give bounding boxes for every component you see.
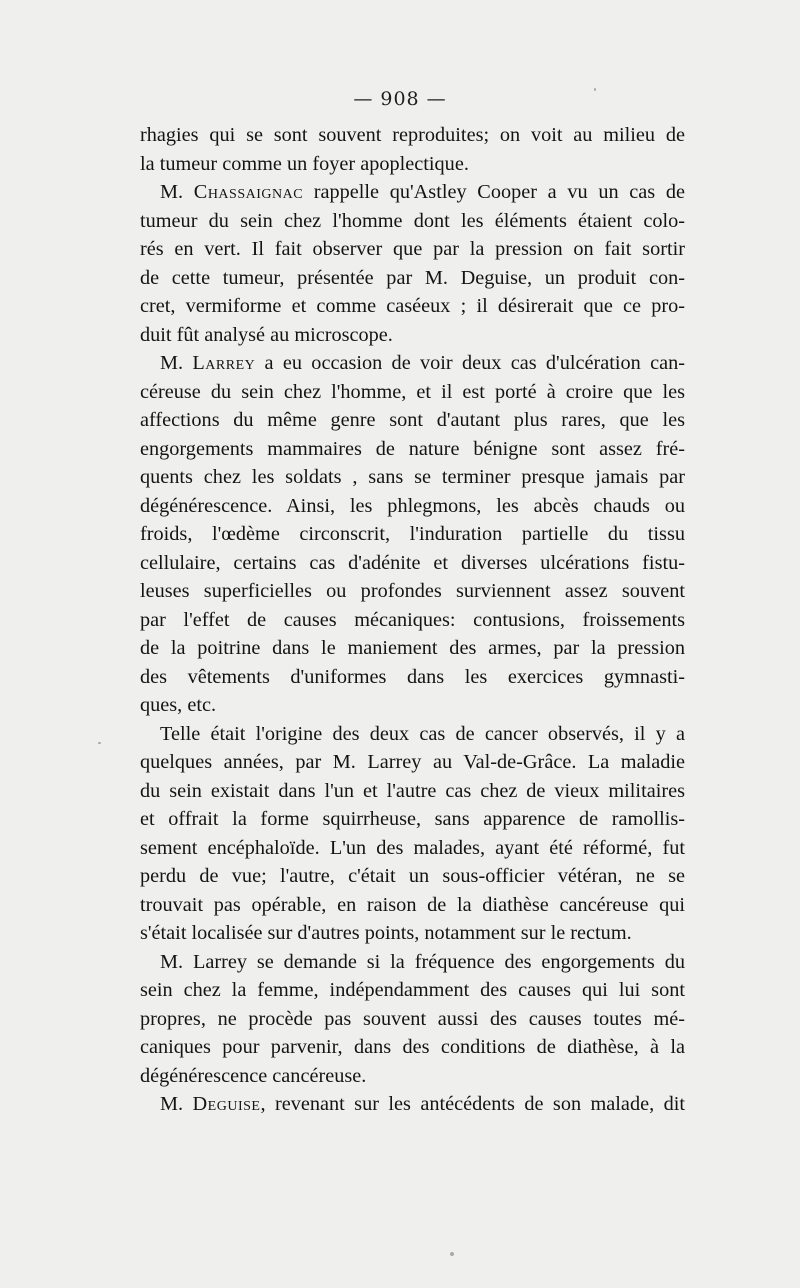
text-line: engorgements mammaires de nature bénigne sont assez fré- — [140, 437, 685, 460]
text-line: cellulaire, certains cas d'adénite et diverses ulcérations fistu- — [140, 551, 685, 574]
paper-speck — [98, 742, 101, 744]
text-line: affections du même genre sont d'autant plus rares, que les — [140, 409, 685, 431]
text-line: sein chez la femme, indépendamment des causes qui lui sont — [140, 979, 685, 1001]
page-number: — 908 — — [353, 88, 447, 110]
text-line: dégénérescence cancéreuse. — [140, 1064, 367, 1087]
text-line: rés en vert. Il fait observer que par la pression on fait sortir — [140, 238, 685, 260]
text-line: céreuse du sein chez l'homme, et il est porté à croire que les — [140, 380, 685, 403]
text-line: de la poitrine dans le maniement des armes, par la pression — [140, 637, 685, 659]
text-line: trouvait pas opérable, en raison de la diathèse cancéreuse qui — [140, 893, 685, 916]
paper-speck — [594, 88, 596, 91]
body-text — [140, 121, 685, 1119]
text-line: caniques pour parvenir, dans des conditions de diathèse, à la — [140, 1036, 685, 1058]
text-line: dégénérescence. Ainsi, les phlegmons, les abcès chauds ou — [140, 494, 685, 517]
paragraph — [140, 178, 685, 349]
speaker-name: Larrey — [192, 352, 256, 374]
paragraph — [140, 349, 685, 720]
text-line: des vêtements d'uniformes dans les exercices gymnasti- — [140, 665, 685, 688]
text-line: perdu de vue; l'autre, c'était un sous-officier vétéran, ne se — [140, 865, 685, 887]
text-line: s'était localisée sur d'autres points, notamment sur le rectum. — [140, 922, 632, 944]
paragraph — [140, 720, 685, 948]
text-line: de cette tumeur, présentée par M. Deguise, un produit con- — [140, 266, 685, 289]
text-line: leuses superficielles ou profondes surviennent assez souvent — [140, 580, 685, 602]
text-line: rhagies qui se sont souvent reproduites; on voit au milieu de — [140, 124, 685, 146]
text-line: froids, l'œdème circonscrit, l'induration partielle du tissu — [140, 523, 685, 545]
text-line: la tumeur comme un foyer apoplectique. — [140, 152, 469, 175]
text-line: M. Larrey se demande si la fréquence des engorgements du — [160, 950, 685, 973]
paragraph — [140, 121, 685, 178]
paragraph — [140, 1090, 685, 1119]
speaker-name: Deguise — [192, 1093, 261, 1115]
text-line: M. Chassaignac rappelle qu'Astley Cooper a vu un cas de — [160, 181, 685, 203]
text-line: quelques années, par M. Larrey au Val-de-Grâce. La maladie — [140, 751, 685, 773]
text-line: Telle était l'origine des deux cas de cancer observés, il y a — [160, 722, 685, 745]
text-line: cret, vermiforme et comme caséeux ; il désirerait que ce pro- — [140, 295, 685, 317]
speaker-name: Chassaignac — [193, 181, 304, 203]
text-line: quents chez les soldats , sans se terminer presque jamais par — [140, 466, 685, 488]
text-line: et offrait la forme squirrheuse, sans apparence de ramollis- — [140, 808, 685, 830]
text-line: duit fût analysé au microscope. — [140, 323, 393, 346]
text-line: M. Deguise, revenant sur les antécédents de son malade, dit — [160, 1093, 685, 1115]
text-line: M. Larrey a eu occasion de voir deux cas d'ulcération can- — [160, 352, 685, 374]
text-line: tumeur du sein chez l'homme dont les éléments étaient colo- — [140, 209, 685, 232]
text-line: sement encéphaloïde. L'un des malades, ayant été réformé, fut — [140, 836, 685, 859]
paragraph — [140, 948, 685, 1091]
paper-speck — [450, 1252, 454, 1256]
text-line: ques, etc. — [140, 694, 217, 716]
text-line: du sein existait dans l'un et l'autre cas chez de vieux militaires — [140, 779, 685, 802]
text-line: propres, ne procède pas souvent aussi des causes toutes mé- — [140, 1007, 685, 1030]
text-line: par l'effet de causes mécaniques: contusions, froissements — [140, 608, 685, 631]
